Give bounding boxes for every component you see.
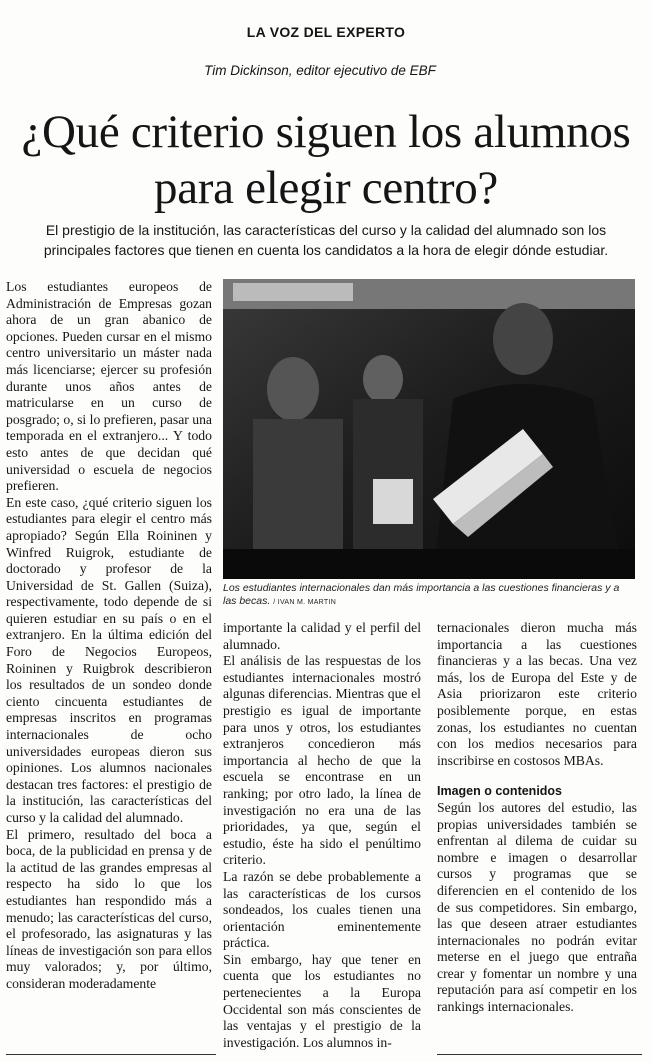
paragraph: ternacionales dieron mucha más importancia a las cuestiones financieras y a las becas. Una vez más, los de Europa del Este y de Asia priorizaron este criterio posiblemente porque, en estas zonas, los estudiantes no cuentan con los medios necesarios para inscribirse en costosos MBAs. xyxy=(437,620,637,768)
photo-credit: / IVAN M. MARTIN xyxy=(273,599,337,606)
article-photo xyxy=(223,279,635,579)
paragraph: Sin embargo, hay que tener en cuenta que los estudiantes no pertenecientes a la Europa Occidental son más conscientes de las ventajas y el prestigio de la investigación. Los alumnos in- xyxy=(223,951,421,1050)
divider xyxy=(437,1054,642,1055)
paragraph: El primero, resultado del boca a boca, de la publicidad en prensa y de la actitud de las grandes empresas al respecto ha sido lo que los estudiantes han respondido más a menudo; las características del curso, el profesorado, las asignaturas y las líneas de investigación son para ellos muy valorados; y, por último, consideran moderadamente xyxy=(6,826,212,991)
subheading: Imagen o contenidos xyxy=(437,784,563,799)
caption-text: Los estudiantes internacionales dan más importancia a las cuestiones financieras y a las becas. xyxy=(223,582,620,607)
byline: Tim Dickinson, editor ejecutivo de EBF xyxy=(204,63,436,78)
photo-illustration xyxy=(223,279,635,579)
divider xyxy=(6,1054,216,1055)
paragraph: Según los autores del estudio, las propias universidades también se enfrentan al dilema de cuidar su nombre e imagen o desarrollar cursos y programas que se diferencien en el contenido de los de sus competidores. Sin embargo, las que deseen atraer estudiantes internacionales no podrán evitar meterse en el juego que entraña crear y fomentar un nombre y una reputación para así competir en los rankings internacionales. xyxy=(437,799,637,1015)
article-column-3 xyxy=(437,620,637,1016)
section-label: LA VOZ DEL EXPERTO xyxy=(246,24,406,40)
headline: ¿Qué criterio siguen los alumnos para elegir centro? xyxy=(21,106,631,214)
photo-caption xyxy=(223,582,635,609)
deck: El prestigio de la institución, las características del curso y la calidad del alumnado son los principales factores que tienen en cuenta los candidatos a la hora de elegir dónde estudiar. xyxy=(43,222,609,258)
paragraph: El análisis de las respuestas de los estudiantes internacionales mostró algunas diferencias. Mientras que el prestigio es igual de importante para unos y otros, los estudiantes extranjeros concedieron más importancia al hecho de que la escuela se encontrase en un ranking; por otro lado, la línea de investigación no era una de las prioridades, ya que, según el estudio, éste ha sido el penúltimo criterio. xyxy=(223,653,421,868)
paragraph: Los estudiantes europeos de Administración de Empresas gozan ahora de un gran abanico de opciones. Pueden cursar en el mismo centro universitario un máster nada más licenciarse; ejercer su profesión durante unos años antes de matricularse en un curso de posgrado; o, si lo prefieren, pasar una temporada en el extranjero... Y todo esto antes de que decidan qué universidad o escuela de negocios prefieren. xyxy=(6,279,213,494)
article-column-2 xyxy=(223,620,421,1051)
paragraph: La razón se debe probablemente a las características de los cursos sondeados, los cuales tienen una orientación eminentemente práctica. xyxy=(223,868,421,951)
paragraph: importante la calidad y el perfil del alumnado. xyxy=(223,620,421,652)
paragraph: En este caso, ¿qué criterio siguen los estudiantes para elegir el centro más apropiado? Según Ella Roininen y Winfred Ruigrok, estudiante de doctorado y profesor de la Universidad de St. Gallen (Suiza), respectivamente, todo depende de si quieren estudiar en su país o en el extranjero. En la última edición del Foro de Negocios Europeos, Roininen y Ruigbrok describieron los resultados de un sondeo donde ciento cincuenta estudiantes de empresas inscritos en programas internacionales de ocho universidades europeas dieron sus opiniones. Los alumnos nacionales destacan tres factores: el prestigio de la institución, las características del curso y la calidad del alumnado. xyxy=(6,494,212,825)
article-column-1 xyxy=(6,279,212,993)
